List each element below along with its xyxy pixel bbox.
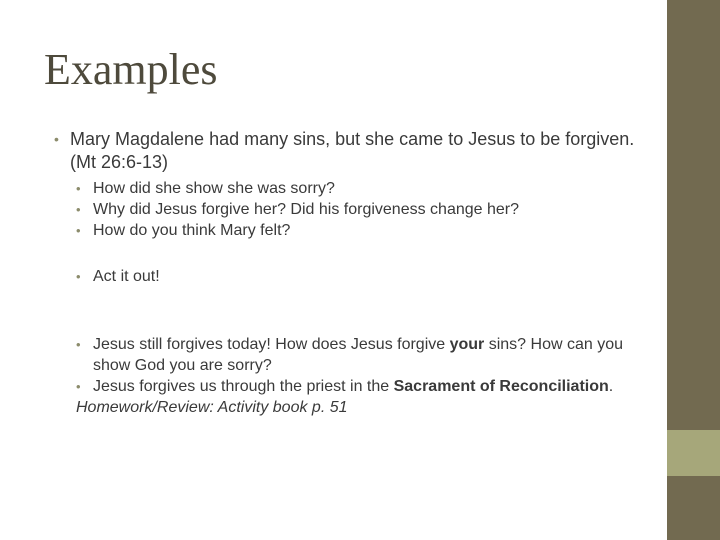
emphasis-your: your (449, 336, 485, 353)
subbullet-text: Jesus still forgives today! How does Jesus forgive your sins? How can you show God you are sorry? (93, 336, 624, 374)
bullet-icon: • (76, 337, 81, 352)
sidebar-decoration-bottom (667, 476, 720, 540)
subbullet-mary-felt (52, 220, 652, 241)
sidebar-decoration-accent (667, 430, 720, 476)
homework-line: Homework/Review: Activity book p. 51 (76, 399, 348, 416)
subbullet-text: How do you think Mary felt? (93, 222, 291, 239)
bullet-icon: • (76, 379, 81, 394)
subbullet-priest (52, 376, 652, 397)
slide-title: Examples (44, 45, 218, 94)
bullet-icon: • (76, 202, 81, 217)
bullet-text: Mary Magdalene had many sins, but she came to Jesus to be forgiven. (Mt 26:6-13) (70, 129, 635, 172)
subbullet-still-forgives (52, 334, 652, 376)
bullet-icon: • (54, 131, 59, 147)
slide-body (52, 128, 652, 418)
subbullet-text: Jesus forgives us through the priest in the Sacrament of Reconciliation. (93, 378, 614, 395)
subbullet-text: Act it out! (93, 268, 160, 285)
bullet-icon: • (76, 181, 81, 196)
subbullet-text: Why did Jesus forgive her? Did his forgiveness change her? (93, 201, 519, 218)
emphasis-sacrament: Sacrament of Reconciliation (393, 378, 609, 395)
sidebar-decoration-top (667, 0, 720, 430)
subbullet-act-it-out (52, 266, 652, 287)
subbullet-text: How did she show she was sorry? (93, 180, 335, 197)
subbullet-why-forgive (52, 199, 652, 220)
bullet-icon: • (76, 223, 81, 238)
bullet-icon: • (76, 269, 81, 284)
subbullet-sorry (52, 178, 652, 199)
bullet-mary-magdalene (52, 128, 652, 174)
